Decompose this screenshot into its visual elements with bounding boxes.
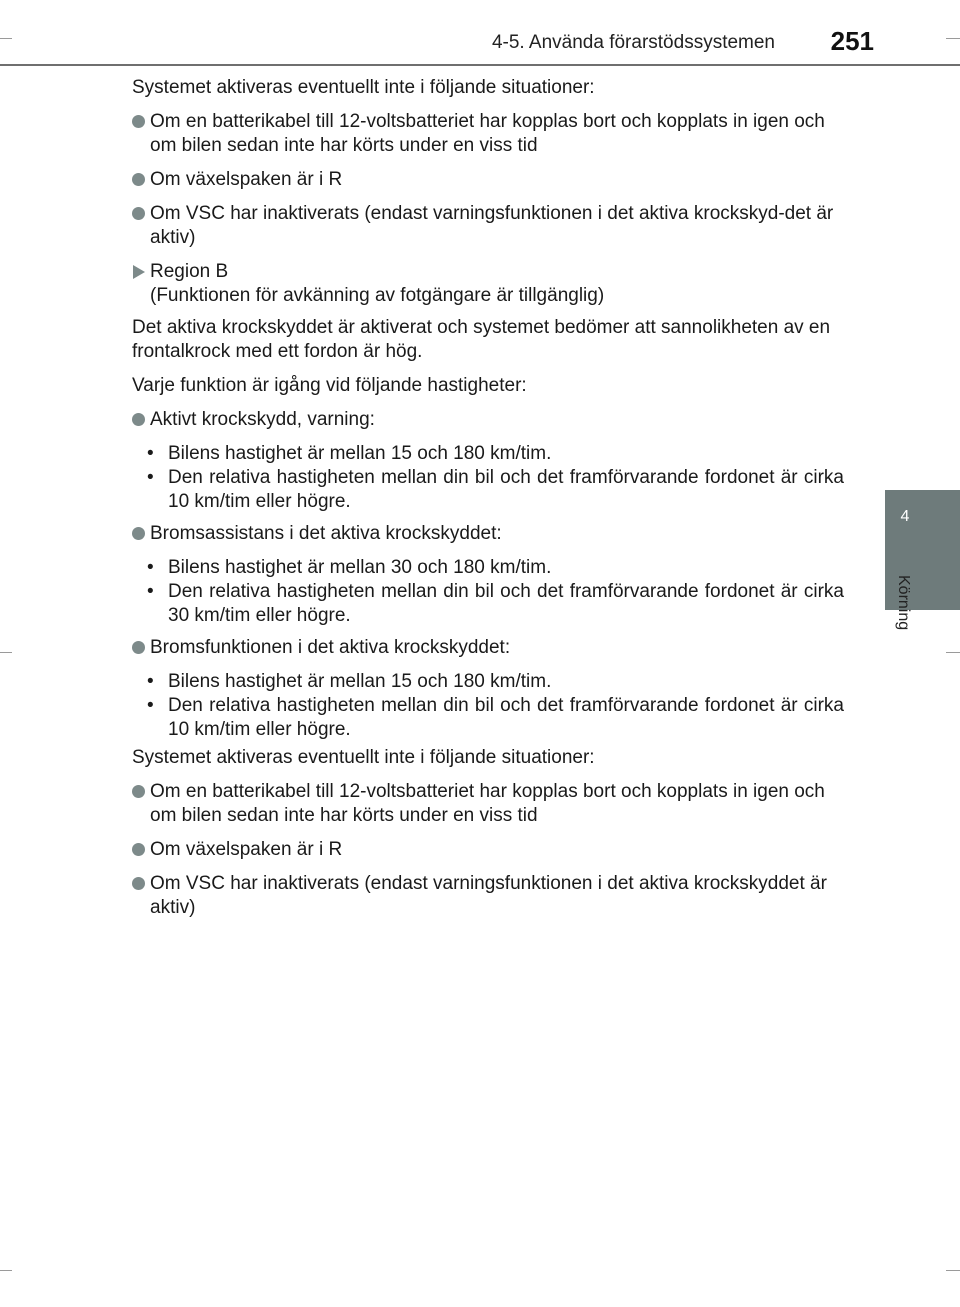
- list-item: [132, 780, 844, 828]
- sub-bullet: •: [147, 557, 154, 578]
- list-item: [132, 168, 844, 192]
- chapter-label: [892, 575, 918, 665]
- sub-bullet: •: [147, 695, 154, 716]
- chapter-number: 4: [900, 508, 910, 525]
- bullet-icon: [132, 413, 145, 426]
- list-item-text: Om växelspaken är i R: [150, 169, 343, 190]
- sub-list-item: [132, 580, 844, 628]
- sub-list: [132, 442, 844, 514]
- crop-mark: [946, 1270, 960, 1271]
- list-item-text: Om VSC har inaktiverats (endast varningsfunktionen i det aktiva krockskyddet är aktiv): [150, 873, 827, 918]
- list-item: [132, 636, 844, 660]
- region-subtitle: (Funktionen för avkänning av fotgängare är tillgänglig): [150, 285, 605, 306]
- chapter-label-text: Körning: [895, 575, 912, 631]
- sub-list-item-text: Bilens hastighet är mellan 30 och 180 km/tim.: [168, 557, 552, 578]
- bullet-icon: [132, 115, 145, 128]
- paragraph: Systemet aktiveras eventuellt inte i följande situationer:: [132, 747, 595, 768]
- crop-mark: [0, 1270, 12, 1271]
- list-item: [132, 202, 844, 250]
- list-item: [132, 110, 844, 158]
- bullet-icon: [132, 877, 145, 890]
- bullet-icon: [132, 641, 145, 654]
- list-item-text: Bromsfunktionen i det aktiva krockskyddet:: [150, 637, 511, 658]
- sub-list-item-text: Bilens hastighet är mellan 15 och 180 km/tim.: [168, 443, 552, 464]
- sub-list-item: [132, 442, 844, 466]
- list-item-text: Om växelspaken är i R: [150, 839, 343, 860]
- sub-list-item-text: Den relativa hastigheten mellan din bil och det framförvarande fordonet är cirka 30 km/tim eller högre.: [168, 581, 844, 626]
- paragraph: Det aktiva krockskyddet är aktiverat och systemet bedömer att sannolikheten av en frontalkrock med ett fordon är hög.: [132, 317, 831, 362]
- region-heading: [132, 260, 844, 308]
- paragraph: Varje funktion är igång vid följande hastigheter:: [132, 375, 527, 396]
- sub-list: [132, 670, 844, 742]
- list-item-text: Bromsassistans i det aktiva krockskyddet:: [150, 523, 502, 544]
- sub-list-item-text: Den relativa hastigheten mellan din bil och det framförvarande fordonet är cirka 10 km/tim eller högre.: [168, 467, 844, 512]
- list-item: [132, 408, 844, 432]
- list-item: [132, 838, 844, 862]
- sub-list-item: [132, 556, 844, 580]
- crop-mark: [0, 652, 12, 653]
- sub-list-item-text: Bilens hastighet är mellan 15 och 180 km/tim.: [168, 671, 552, 692]
- bullet-icon: [132, 527, 145, 540]
- page-header: [0, 0, 960, 66]
- sub-bullet: •: [147, 581, 154, 602]
- sub-bullet: •: [147, 671, 154, 692]
- arrow-right-icon: [133, 265, 145, 279]
- sub-bullet: •: [147, 467, 154, 488]
- list-item-text: Om VSC har inaktiverats (endast varningsfunktionen i det aktiva krockskyd-det är aktiv): [150, 203, 834, 248]
- main-content: [132, 76, 844, 930]
- list-item-text: Aktivt krockskydd, varning:: [150, 409, 375, 430]
- sub-list-item: [132, 694, 844, 742]
- sub-list-item: [132, 466, 844, 514]
- crop-mark: [946, 652, 960, 653]
- list-item-text: Om en batterikabel till 12-voltsbatteriet har kopplas bort och kopplats in igen och om bilen sedan inte har körts under en viss tid: [150, 111, 825, 156]
- sub-list-item: [132, 670, 844, 694]
- region-title: Region B: [150, 261, 229, 282]
- list-item-text: Om en batterikabel till 12-voltsbatteriet har kopplas bort och kopplats in igen och om bilen sedan inte har körts under en viss tid: [150, 781, 825, 826]
- bullet-icon: [132, 785, 145, 798]
- sub-list: [132, 556, 844, 628]
- sub-list-item-text: Den relativa hastigheten mellan din bil och det framförvarande fordonet är cirka 10 km/tim eller högre.: [168, 695, 844, 740]
- header-divider: [0, 64, 960, 66]
- list-item: [132, 872, 844, 920]
- paragraph: Systemet aktiveras eventuellt inte i följande situationer:: [132, 77, 595, 98]
- bullet-icon: [132, 173, 145, 186]
- section-title: 4-5. Använda förarstödssystemen: [491, 32, 775, 53]
- bullet-icon: [132, 843, 145, 856]
- list-item: [132, 522, 844, 546]
- sub-bullet: •: [147, 443, 154, 464]
- page-number: 251: [830, 26, 874, 56]
- bullet-icon: [132, 207, 145, 220]
